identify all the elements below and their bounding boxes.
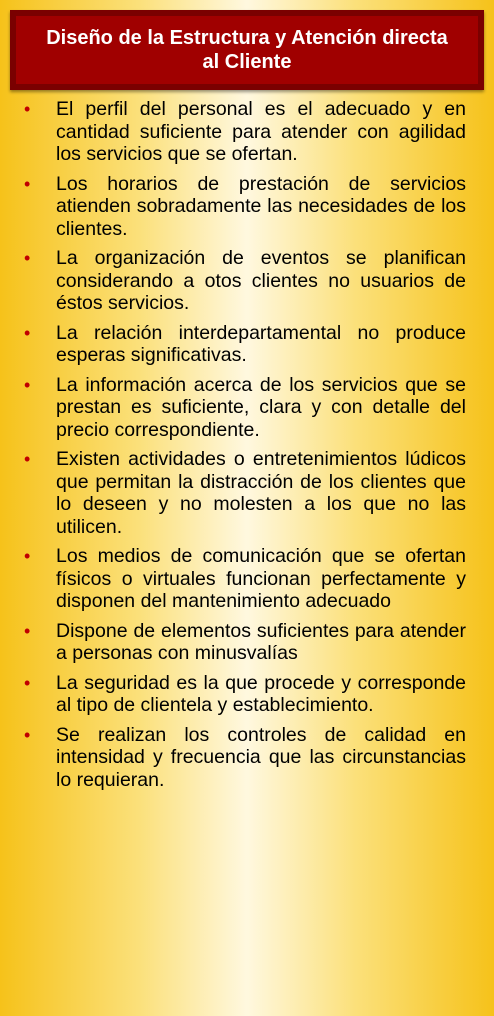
list-item [24, 247, 466, 315]
list-item-text: La seguridad es la que procede y corresponde al tipo de clientela y establecimiento. [56, 671, 466, 716]
bullet-icon: • [24, 322, 31, 343]
list-item [24, 672, 466, 717]
bullet-icon: • [24, 620, 31, 641]
bullet-icon: • [24, 672, 31, 693]
list-item-text: Dispone de elementos suficientes para atender a personas con minusvalías [56, 619, 466, 664]
title-banner [10, 10, 484, 90]
bullet-icon: • [24, 449, 31, 469]
list-item [24, 322, 466, 367]
list-item [24, 545, 466, 613]
list-item [24, 374, 466, 442]
list-item-text: La relación interdepartamental no produce esperas significativas. [56, 321, 466, 366]
bullet-icon: • [24, 374, 31, 395]
bullet-icon: • [24, 546, 31, 566]
checklist [24, 98, 466, 798]
bullet-icon: • [24, 248, 31, 268]
list-item-text: Los medios de comunicación que se ofertan físicos o virtuales funcionan perfectamente y disponen del mantenimiento adecuado [56, 545, 466, 612]
list-item-text: Los horarios de prestación de servicios atienden sobradamente las necesidades de los clientes. [56, 172, 466, 240]
list-item-text: La información acerca de los servicios que se prestan es suficiente, clara y con detalle del precio correspondiente. [56, 373, 466, 441]
bullet-icon: • [24, 173, 31, 194]
list-item-text: La organización de eventos se planifican considerando a otos clientes no usuarios de éstos servicios. [56, 247, 466, 314]
list-item [24, 448, 466, 538]
list-item [24, 620, 466, 665]
list-item-text: El perfil del personal es el adecuado y en cantidad suficiente para atender con agilidad los servicios que se ofertan. [56, 98, 466, 165]
page-title: Diseño de la Estructura y Atención directa al Cliente [46, 27, 448, 73]
list-item [24, 173, 466, 241]
list-item-text: Se realizan los controles de calidad en intensidad y frecuencia que las circunstancias lo requieran. [56, 723, 466, 791]
list-item [24, 98, 466, 166]
bullet-icon: • [24, 99, 31, 119]
list-item-text: Existen actividades o entretenimientos lúdicos que permitan la distracción de los clientes que lo deseen y no molesten a los que no las utilicen. [56, 448, 466, 538]
list-item [24, 724, 466, 792]
bullet-icon: • [24, 724, 31, 745]
